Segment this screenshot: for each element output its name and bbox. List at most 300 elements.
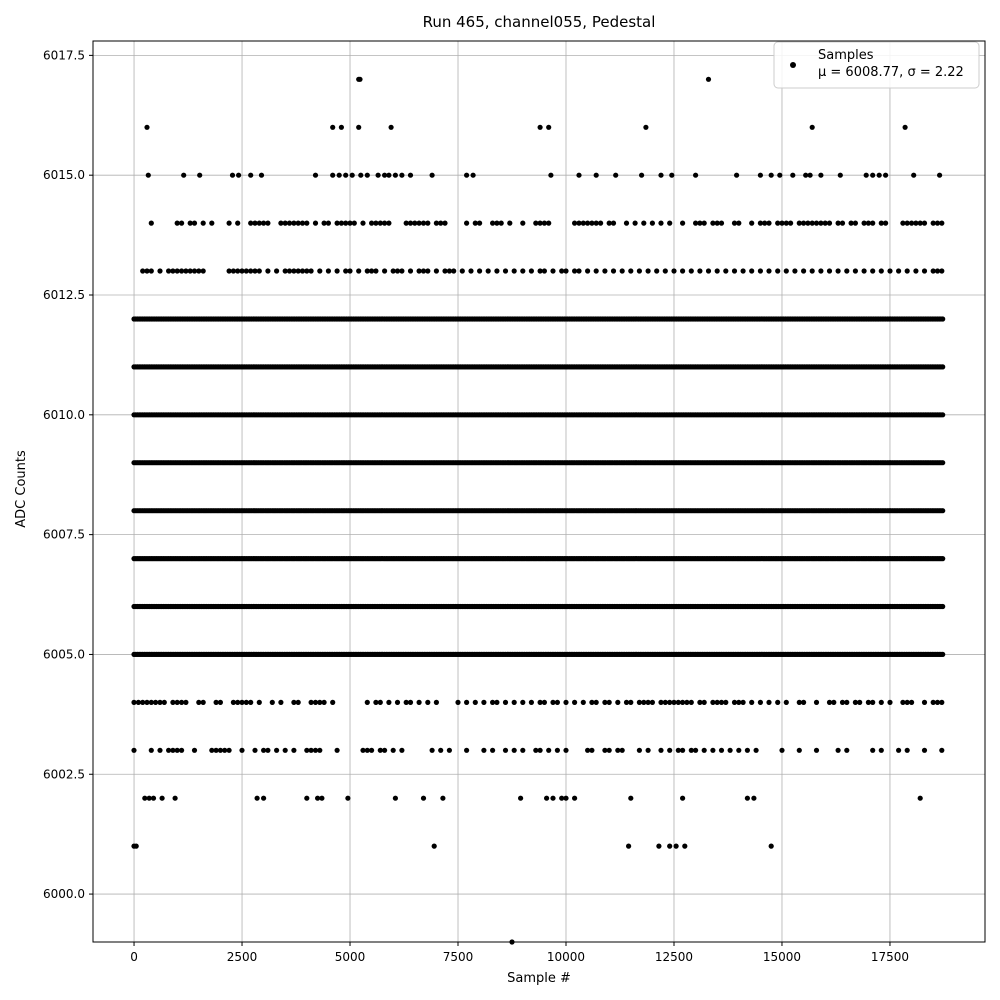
data-point: [840, 221, 845, 226]
data-point: [421, 796, 426, 801]
data-point: [905, 268, 910, 273]
data-point: [628, 268, 633, 273]
data-point: [389, 125, 394, 130]
data-point: [134, 844, 139, 849]
data-point: [209, 221, 214, 226]
data-point: [857, 700, 862, 705]
chart-title: Run 465, channel055, Pedestal: [422, 13, 656, 31]
data-point: [218, 700, 223, 705]
data-point: [434, 268, 439, 273]
data-point: [335, 748, 340, 753]
data-point: [179, 221, 184, 226]
data-point: [922, 700, 927, 705]
data-point: [451, 268, 456, 273]
y-tick-label: 6012.5: [43, 288, 85, 303]
data-point: [749, 221, 754, 226]
data-point: [749, 268, 754, 273]
data-point: [447, 748, 452, 753]
data-point: [667, 221, 672, 226]
data-point: [637, 268, 642, 273]
data-point: [913, 268, 918, 273]
data-point: [870, 173, 875, 178]
data-point: [940, 652, 945, 657]
data-point: [343, 173, 348, 178]
data-point: [693, 748, 698, 753]
data-point: [248, 700, 253, 705]
data-point: [322, 700, 327, 705]
data-point: [639, 173, 644, 178]
data-point: [658, 748, 663, 753]
data-point: [538, 748, 543, 753]
data-point: [680, 748, 685, 753]
data-point: [870, 700, 875, 705]
data-point: [382, 748, 387, 753]
data-point: [808, 173, 813, 178]
data-point: [274, 268, 279, 273]
data-point: [702, 748, 707, 753]
data-point: [555, 748, 560, 753]
x-tick-label: 10000: [546, 950, 586, 964]
data-point: [512, 268, 517, 273]
data-point: [667, 748, 672, 753]
data-point: [386, 221, 391, 226]
data-point: [520, 700, 525, 705]
data-point: [563, 796, 568, 801]
data-point: [317, 268, 322, 273]
data-point: [538, 125, 543, 130]
data-point: [563, 748, 568, 753]
data-point: [261, 796, 266, 801]
data-point: [455, 700, 460, 705]
data-point: [607, 748, 612, 753]
data-point: [896, 748, 901, 753]
x-tick-label: 0: [130, 950, 138, 964]
data-point: [438, 748, 443, 753]
data-point: [265, 748, 270, 753]
data-point: [922, 221, 927, 226]
data-point: [494, 268, 499, 273]
legend-series-name: Samples: [818, 48, 874, 63]
data-point: [905, 748, 910, 753]
data-point: [883, 173, 888, 178]
data-point: [650, 221, 655, 226]
data-point: [464, 700, 469, 705]
data-point: [838, 173, 843, 178]
data-point: [309, 268, 314, 273]
data-point: [887, 700, 892, 705]
data-point: [512, 700, 517, 705]
data-point: [775, 268, 780, 273]
data-point: [296, 700, 301, 705]
data-point: [477, 268, 482, 273]
data-point: [201, 268, 206, 273]
data-point: [671, 268, 676, 273]
data-point: [227, 221, 232, 226]
data-point: [503, 700, 508, 705]
data-point: [940, 316, 945, 321]
data-point: [550, 268, 555, 273]
data-point: [503, 268, 508, 273]
data-point: [658, 173, 663, 178]
data-point: [486, 268, 491, 273]
data-point: [939, 700, 944, 705]
data-point: [792, 268, 797, 273]
data-point: [689, 700, 694, 705]
data-point: [719, 221, 724, 226]
data-point: [779, 748, 784, 753]
data-point: [304, 221, 309, 226]
data-point: [844, 748, 849, 753]
data-point: [399, 748, 404, 753]
data-point: [265, 221, 270, 226]
data-point: [382, 268, 387, 273]
data-point: [373, 268, 378, 273]
data-point: [425, 221, 430, 226]
data-point: [706, 268, 711, 273]
data-point: [620, 268, 625, 273]
data-point: [734, 173, 739, 178]
data-point: [481, 748, 486, 753]
data-point: [319, 796, 324, 801]
data-point: [940, 460, 945, 465]
data-point: [236, 173, 241, 178]
data-point: [887, 268, 892, 273]
y-tick-label: 6002.5: [43, 767, 85, 782]
data-point: [192, 748, 197, 753]
legend: [774, 42, 979, 88]
data-point: [646, 268, 651, 273]
data-point: [345, 796, 350, 801]
data-point: [689, 268, 694, 273]
data-point: [399, 268, 404, 273]
data-point: [879, 700, 884, 705]
data-point: [548, 173, 553, 178]
data-point: [680, 221, 685, 226]
legend-series-stats: μ = 6008.77, σ = 2.22: [818, 65, 964, 80]
data-point: [386, 700, 391, 705]
data-point: [529, 700, 534, 705]
legend-marker: [790, 62, 796, 68]
y-tick-label: 6015.0: [43, 168, 85, 183]
data-point: [589, 748, 594, 753]
data-point: [641, 221, 646, 226]
data-point: [620, 748, 625, 753]
x-tick-label: 15000: [762, 950, 802, 964]
data-point: [257, 700, 262, 705]
data-point: [658, 221, 663, 226]
data-point: [239, 748, 244, 753]
data-point: [736, 221, 741, 226]
data-point: [810, 125, 815, 130]
data-point: [853, 268, 858, 273]
data-point: [732, 268, 737, 273]
data-point: [844, 700, 849, 705]
data-point: [749, 700, 754, 705]
data-point: [663, 268, 668, 273]
data-point: [883, 221, 888, 226]
data-point: [391, 748, 396, 753]
data-point: [939, 748, 944, 753]
data-point: [611, 221, 616, 226]
data-point: [693, 173, 698, 178]
data-point: [879, 748, 884, 753]
data-point: [643, 125, 648, 130]
data-point: [365, 173, 370, 178]
data-point: [265, 268, 270, 273]
data-point: [151, 796, 156, 801]
data-point: [393, 796, 398, 801]
data-point: [922, 268, 927, 273]
data-point: [357, 77, 362, 82]
data-point: [581, 700, 586, 705]
data-point: [430, 173, 435, 178]
data-point: [529, 268, 534, 273]
data-point: [710, 748, 715, 753]
data-point: [255, 796, 260, 801]
data-point: [723, 700, 728, 705]
data-point: [896, 268, 901, 273]
data-point: [836, 748, 841, 753]
data-point: [378, 700, 383, 705]
data-point: [460, 268, 465, 273]
data-point: [680, 268, 685, 273]
data-point: [766, 221, 771, 226]
data-point: [369, 748, 374, 753]
data-point: [550, 796, 555, 801]
data-point: [490, 748, 495, 753]
data-point: [754, 748, 759, 753]
data-point: [682, 844, 687, 849]
data-point: [149, 268, 154, 273]
data-point: [939, 268, 944, 273]
data-point: [862, 268, 867, 273]
data-point: [481, 700, 486, 705]
data-point: [335, 268, 340, 273]
data-point: [507, 221, 512, 226]
data-point: [432, 844, 437, 849]
data-point: [736, 748, 741, 753]
data-point: [252, 748, 257, 753]
data-point: [352, 221, 357, 226]
data-point: [818, 173, 823, 178]
data-point: [624, 221, 629, 226]
data-point: [879, 268, 884, 273]
data-point: [814, 700, 819, 705]
data-point: [877, 173, 882, 178]
data-point: [179, 748, 184, 753]
data-point: [667, 844, 672, 849]
data-point: [330, 173, 335, 178]
data-point: [546, 221, 551, 226]
data-point: [376, 173, 381, 178]
data-point: [192, 221, 197, 226]
data-point: [784, 700, 789, 705]
data-point: [769, 844, 774, 849]
data-point: [836, 268, 841, 273]
data-point: [230, 173, 235, 178]
data-point: [270, 700, 275, 705]
data-point: [395, 700, 400, 705]
data-point: [827, 268, 832, 273]
data-point: [745, 796, 750, 801]
data-point: [870, 221, 875, 226]
data-point: [365, 700, 370, 705]
data-point: [594, 700, 599, 705]
data-point: [810, 268, 815, 273]
data-point: [758, 268, 763, 273]
data-point: [317, 748, 322, 753]
data-point: [544, 796, 549, 801]
data-point: [546, 125, 551, 130]
data-point: [598, 221, 603, 226]
y-axis-label: ADC Counts: [14, 450, 29, 528]
data-point: [656, 844, 661, 849]
data-point: [360, 221, 365, 226]
data-point: [304, 796, 309, 801]
data-point: [520, 221, 525, 226]
data-point: [542, 268, 547, 273]
data-point: [520, 748, 525, 753]
data-point: [911, 173, 916, 178]
data-point: [337, 173, 342, 178]
data-point: [818, 268, 823, 273]
data-point: [563, 268, 568, 273]
data-point: [227, 748, 232, 753]
data-point: [278, 700, 283, 705]
data-point: [464, 748, 469, 753]
data-point: [149, 748, 154, 753]
data-point: [719, 748, 724, 753]
data-point: [512, 748, 517, 753]
data-point: [650, 700, 655, 705]
data-point: [870, 268, 875, 273]
data-point: [790, 173, 795, 178]
data-point: [741, 268, 746, 273]
data-point: [347, 268, 352, 273]
data-point: [615, 700, 620, 705]
data-point: [408, 700, 413, 705]
x-tick-label: 5000: [334, 950, 366, 964]
data-point: [870, 748, 875, 753]
data-point: [940, 508, 945, 513]
data-point: [626, 844, 631, 849]
data-point: [494, 700, 499, 705]
data-point: [350, 173, 355, 178]
x-axis-label: Sample #: [507, 971, 571, 986]
data-point: [922, 748, 927, 753]
data-point: [572, 796, 577, 801]
data-point: [425, 700, 430, 705]
data-point: [728, 748, 733, 753]
data-point: [149, 221, 154, 226]
data-point: [775, 700, 780, 705]
data-point: [358, 173, 363, 178]
data-point: [758, 173, 763, 178]
data-point: [399, 173, 404, 178]
data-point: [633, 221, 638, 226]
data-point: [520, 268, 525, 273]
data-point: [758, 700, 763, 705]
data-point: [715, 268, 720, 273]
data-point: [751, 796, 756, 801]
data-point: [937, 173, 942, 178]
x-tick-label: 17500: [870, 950, 910, 964]
data-point: [594, 173, 599, 178]
data-point: [386, 173, 391, 178]
data-point: [940, 412, 945, 417]
data-point: [918, 796, 923, 801]
y-tick-label: 6017.5: [43, 48, 85, 63]
data-point: [674, 844, 679, 849]
data-point: [628, 700, 633, 705]
data-point: [680, 796, 685, 801]
data-point: [563, 700, 568, 705]
data-point: [844, 268, 849, 273]
data-point: [706, 77, 711, 82]
data-point: [702, 221, 707, 226]
data-point: [248, 173, 253, 178]
data-point: [741, 700, 746, 705]
data-point: [146, 173, 151, 178]
x-tick-label: 12500: [654, 950, 694, 964]
data-point: [235, 221, 240, 226]
data-point: [637, 748, 642, 753]
data-point: [788, 221, 793, 226]
data-point: [440, 796, 445, 801]
data-point: [607, 700, 612, 705]
data-point: [471, 173, 476, 178]
data-point: [555, 700, 560, 705]
data-point: [157, 748, 162, 753]
data-point: [784, 268, 789, 273]
data-point: [330, 125, 335, 130]
data-point: [425, 268, 430, 273]
data-point: [339, 125, 344, 130]
data-point: [940, 556, 945, 561]
data-point: [173, 796, 178, 801]
data-point: [646, 748, 651, 753]
data-point: [144, 125, 149, 130]
data-point: [864, 173, 869, 178]
data-point: [259, 173, 264, 178]
data-point: [473, 700, 478, 705]
data-point: [499, 221, 504, 226]
data-point: [628, 796, 633, 801]
data-point: [468, 268, 473, 273]
y-tick-label: 6010.0: [43, 407, 85, 422]
x-tick-label: 7500: [442, 950, 474, 964]
data-point: [313, 173, 318, 178]
data-point: [853, 221, 858, 226]
data-point: [356, 268, 361, 273]
data-point: [669, 173, 674, 178]
data-point: [434, 700, 439, 705]
data-point: [940, 604, 945, 609]
data-point: [769, 173, 774, 178]
data-point: [408, 173, 413, 178]
data-point: [939, 221, 944, 226]
data-point: [183, 700, 188, 705]
data-point: [576, 268, 581, 273]
data-point: [477, 221, 482, 226]
data-point: [797, 748, 802, 753]
data-point: [330, 700, 335, 705]
data-point: [356, 125, 361, 130]
data-point: [162, 700, 167, 705]
data-point: [546, 748, 551, 753]
data-point: [503, 748, 508, 753]
data-point: [131, 748, 136, 753]
